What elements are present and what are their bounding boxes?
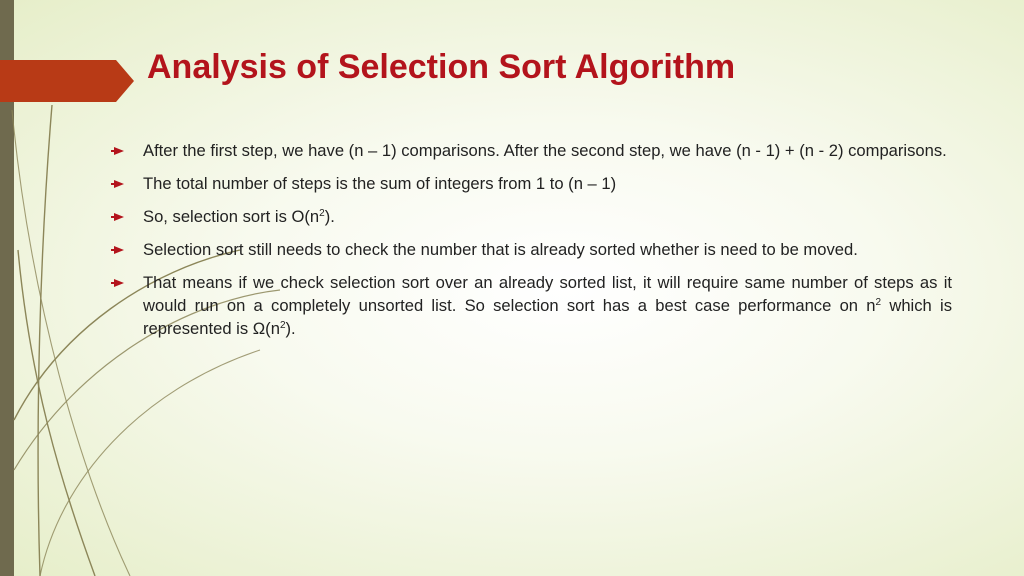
arrow-bullet-icon bbox=[114, 213, 124, 221]
slide-title: Analysis of Selection Sort Algorithm bbox=[147, 48, 736, 86]
superscript: 2 bbox=[279, 320, 286, 331]
list-item bbox=[114, 139, 952, 162]
bullet-text-part: which is represented is Ω(n bbox=[143, 296, 952, 338]
bullet-text: The total number of steps is the sum of integers from 1 to (n – 1) bbox=[143, 174, 617, 193]
title-arrow-shape bbox=[0, 60, 140, 102]
arrow-bullet-icon bbox=[114, 279, 124, 287]
bullet-text-part: So, selection sort is O(n bbox=[143, 207, 320, 226]
list-item bbox=[114, 172, 952, 195]
superscript: 2 bbox=[875, 297, 882, 308]
arrow-bullet-icon bbox=[114, 246, 124, 254]
list-item bbox=[114, 238, 952, 261]
superscript: 2 bbox=[319, 208, 325, 219]
list-item bbox=[114, 205, 952, 228]
arrow-bullet-icon bbox=[114, 147, 124, 155]
list-item bbox=[114, 271, 952, 340]
bullet-text: After the first step, we have (n – 1) comparisons. After the second step, we have (n - 1) + (n - 2) comparisons. bbox=[143, 141, 947, 160]
bullet-text-part: ). bbox=[285, 319, 296, 338]
arrow-bullet-icon bbox=[114, 180, 124, 188]
bullet-text-part: That means if we check selection sort over an already sorted list, it will require same number of steps as it would run on a completely unsorted list. So selection sort has a best case performance on n bbox=[143, 273, 952, 315]
bullet-list bbox=[114, 139, 952, 350]
bullet-text bbox=[143, 273, 952, 338]
bullet-text bbox=[143, 207, 335, 226]
bullet-text-part: ). bbox=[324, 207, 335, 226]
bullet-text: Selection sort still needs to check the number that is already sorted whether is need to be moved. bbox=[143, 240, 858, 259]
